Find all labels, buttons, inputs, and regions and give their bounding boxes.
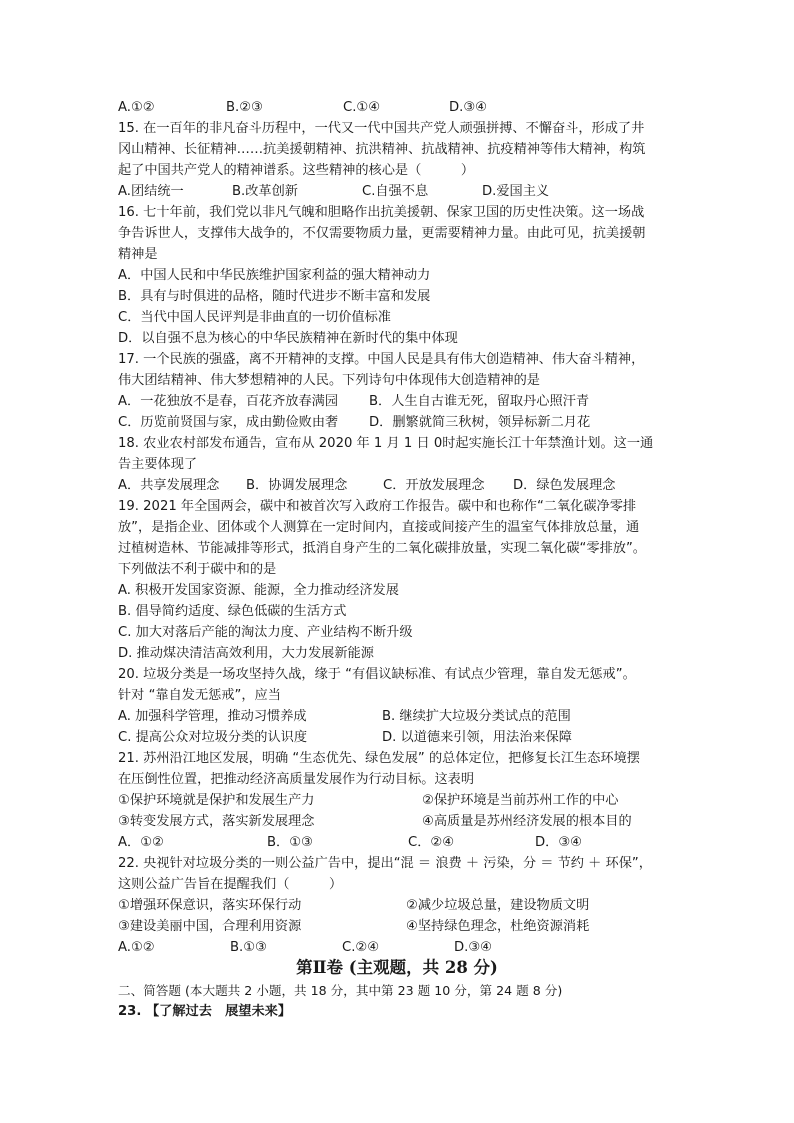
q22-option-b: B.①③	[230, 940, 267, 955]
section-2-title: 第Ⅱ卷 (主观题，共 28 分)	[296, 958, 498, 977]
q22-option-a: A.①②	[118, 940, 155, 955]
q19-stem-line-2: 放”，是指企业、团体或个人测算在一定时间内，直接或间接产生的温室气体排放总量，通	[118, 520, 640, 535]
q22-statement-4: ④坚持绿色理念，杜绝资源消耗	[406, 919, 590, 934]
q22-statement-3: ③建设美丽中国，合理利用资源	[118, 919, 302, 934]
q20-option-b: B. 继续扩大垃圾分类试点的范围	[382, 709, 571, 724]
section-2-heading: 二、简答题 (本大题共 2 小题，共 18 分，其中第 23 题 10 分，第 24 题 8 分)	[118, 983, 563, 998]
q21-option-b: B．①③	[267, 835, 313, 850]
q16-option-d: D．以自强不息为核心的中华民族精神在新时代的集中体现	[118, 331, 458, 346]
q19-option-d: D. 推动煤决清洁高效利用，大力发展新能源	[118, 646, 374, 661]
q16-stem-line-3: 精神是	[118, 247, 158, 262]
q21-stem-line-2: 在压倒性位置，把推动经济高质量发展作为行动目标。这表明	[118, 772, 475, 787]
q15-option-b: B.改革创新	[232, 184, 298, 199]
q14-options	[118, 97, 678, 118]
q22-statement-1: ①增强环保意识，落实环保行动	[118, 898, 302, 913]
q22-option-d: D.③④	[454, 940, 492, 955]
q19-option-b: B. 倡导简约适度、绿色低碳的生活方式	[118, 604, 347, 619]
q22-statements-row-2	[118, 916, 678, 937]
q18-option-a: A．共享发展理念	[118, 478, 220, 493]
q20-options-row-2	[118, 727, 678, 748]
q19-stem-line-3: 过植树造林、节能减排等形式，抵消自身产生的二氧化碳排放量，实现二氧化碳“零排放”。	[118, 541, 646, 556]
q21-option-d: D．③④	[535, 835, 582, 850]
q16-stem-line-1: 16. 七十年前，我们党以非凡气魄和胆略作出抗美援朝、保家卫国的历史性决策。这一场战	[118, 205, 645, 220]
q16-option-a: A．中国人民和中华民族维护国家利益的强大精神动力	[118, 268, 431, 283]
q18-stem-line-2: 告主要体现了	[118, 457, 198, 472]
q18-option-d: D．绿色发展理念	[513, 478, 616, 493]
q22-stem-line-2: 这则公益广告旨在提醒我们（ ）	[118, 877, 343, 892]
q15-option-d: D.爱国主义	[482, 184, 550, 199]
q15-option-c: C.自强不息	[362, 184, 429, 199]
q21-options	[118, 832, 678, 853]
q18-option-c: C．开放发展理念	[383, 478, 485, 493]
q20-stem-line-1: 20. 垃圾分类是一场攻坚持久战，缘于 “有倡议缺标准、有试点少管理，靠自发无惩戒”。	[118, 667, 636, 682]
q21-option-a: A．①②	[118, 835, 164, 850]
q23-title: 23. 【了解过去 展望未来】	[118, 1004, 292, 1019]
q17-option-b: B．人生自古谁无死，留取丹心照汗青	[369, 394, 590, 409]
q20-options-row-1	[118, 706, 678, 727]
q22-options	[118, 937, 678, 958]
q17-options-row-1	[118, 391, 678, 412]
q14-option-b: B.②③	[226, 100, 263, 115]
q15-option-a: A.团结统一	[118, 184, 184, 199]
q22-statements-row-1	[118, 895, 678, 916]
q21-option-c: C．②④	[408, 835, 455, 850]
q21-statement-3: ③转变发展方式，落实新发展理念	[118, 814, 315, 829]
q22-option-c: C.②④	[342, 940, 380, 955]
q15-stem-line-3: 起了中国共产党人的精神谱系。这些精神的核心是（ ）	[118, 163, 475, 178]
q20-stem-line-2: 针对 “靠自发无惩戒”，应当	[118, 688, 281, 703]
q18-stem-line-1: 18. 农业农村部发布通告，宣布从 2020 年 1 月 1 日 0时起实施长江十年禁渔计划。这一通	[118, 436, 654, 451]
q19-option-c: C. 加大对落后产能的淘汰力度、产业结构不断升级	[118, 625, 413, 640]
q17-option-a: A．一花独放不是春，百花齐放春满园	[118, 394, 339, 409]
q22-stem-line-1: 22. 央视针对垃圾分类的一则公益广告中，提出“混 ＝ 浪费 ＋ 污染，分 ＝ 节约 ＋ 环保”，	[118, 856, 652, 871]
q15-stem-line-2: 冈山精神、长征精神……抗美援朝精神、抗洪精神、抗战精神、抗疫精神等伟大精神，构筑	[118, 142, 646, 157]
q17-stem-line-1: 17. 一个民族的强盛，离不开精神的支撑。中国人民是具有伟大创造精神、伟大奋斗精神，	[118, 352, 645, 367]
q21-statement-2: ②保护环境是当前苏州工作的中心	[422, 793, 619, 808]
q21-stem-line-1: 21. 苏州沿江地区发展，明确 “生态优先、绿色发展” 的总体定位，把修复长江生态环境摆	[118, 751, 640, 766]
q14-option-a: A.①②	[118, 100, 155, 115]
q21-statement-4: ④高质量是苏州经济发展的根本目的	[422, 814, 632, 829]
q16-option-b: B．具有与时俱进的品格，随时代进步不断丰富和发展	[118, 289, 431, 304]
q14-option-c: C.①④	[343, 100, 381, 115]
q20-option-c: C. 提高公众对垃圾分类的认识度	[118, 730, 308, 745]
q20-option-a: A. 加强科学管理，推动习惯养成	[118, 709, 307, 724]
q21-statements-row-1	[118, 790, 678, 811]
q19-stem-line-1: 19. 2021 年全国两会，碳中和被首次写入政府工作报告。碳中和也称作“二氧化碳净零排	[118, 499, 637, 514]
q15-options	[118, 181, 678, 202]
q17-option-d: D．删繁就简三秋树，领异标新二月花	[369, 415, 591, 430]
q17-option-c: C．历览前贤国与家，成由勤俭败由奢	[118, 415, 339, 430]
q17-stem-line-2: 伟大团结精神、伟大梦想精神的人民。下列诗句中体现伟大创造精神的是	[118, 373, 540, 388]
q15-stem-line-1: 15. 在一百年的非凡奋斗历程中，一代又一代中国共产党人顽强拼搏、不懈奋斗，形成了井	[118, 121, 645, 136]
q16-stem-line-2: 争告诉世人，支撑伟大战争的，不仅需要物质力量，更需要精神力量。由此可见，抗美援朝	[118, 226, 646, 241]
q20-option-d: D. 以道德来引领，用法治来保障	[382, 730, 572, 745]
q18-option-b: B．协调发展理念	[246, 478, 348, 493]
q21-statement-1: ①保护环境就是保护和发展生产力	[118, 793, 315, 808]
q16-option-c: C．当代中国人民评判是非曲直的一切价值标准	[118, 310, 391, 325]
q17-options-row-2	[118, 412, 678, 433]
q19-option-a: A. 积极开发国家资源、能源，全力推动经济发展	[118, 583, 399, 598]
q14-option-d: D.③④	[449, 100, 487, 115]
q18-options	[118, 475, 678, 496]
q19-stem-line-4: 下列做法不利于碳中和的是	[118, 562, 277, 577]
q22-statement-2: ②减少垃圾总量，建设物质文明	[406, 898, 590, 913]
q21-statements-row-2	[118, 811, 678, 832]
